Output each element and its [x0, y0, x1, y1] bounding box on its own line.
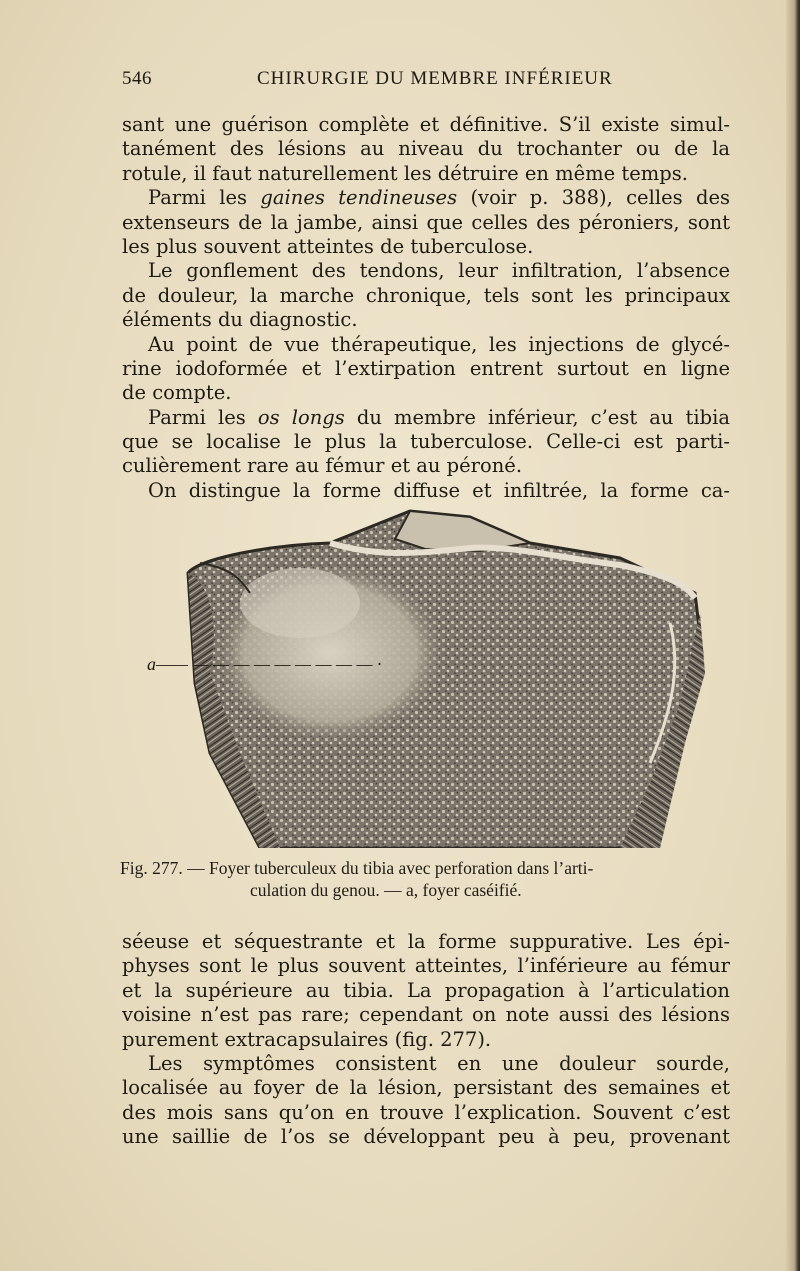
text-line: séeuse et séquestrante et la forme suppurative. Les épi- — [122, 930, 730, 953]
text-line: culièrement rare au fémur et au péroné. — [122, 454, 523, 478]
text-line: sant une guérison complète et définitive. S’il existe simul- — [122, 113, 730, 136]
text-line: Parmi les os longs du membre inférieur, c’est au tibia — [148, 405, 730, 429]
text-line: rine iodoformée et l’extirpation entrent surtout en ligne — [122, 356, 730, 380]
caption-line: Fig. 277. — Foyer tuberculeux du tibia avec perforation dans l’arti- — [120, 858, 594, 878]
running-title: CHIRURGIE DU MEMBRE INFÉRIEUR — [257, 68, 613, 89]
text-line: physes sont le plus souvent atteintes, l’inférieure au fémur — [122, 954, 730, 978]
tibia-illustration — [180, 503, 710, 848]
text-line: purement extracapsulaires (fig. 277). — [122, 1027, 492, 1051]
text-line: On distingue la forme diffuse et infiltrée, la forme ca- — [148, 478, 730, 502]
text-line: que se localise le plus la tuberculose. Celle-ci est parti- — [122, 430, 730, 454]
text-line: tanément des lésions au niveau du trochanter ou de la — [122, 137, 730, 161]
text-line: et la supérieure au tibia. La propagation à l’articulation — [122, 978, 730, 1002]
text-line: Le gonflement des tendons, leur infiltration, l’absence — [148, 259, 730, 283]
text-line: de compte. — [122, 381, 232, 405]
text-line: extenseurs de la jambe, ainsi que celles des péroniers, sont — [122, 210, 730, 234]
body-text-bottom — [122, 930, 730, 1150]
figure-label-a: a—— — — — — — — — — — · — [147, 654, 382, 674]
text-line: Les symptômes consistent en une douleur sourde, — [148, 1051, 730, 1075]
text-line: des mois sans qu’on en trouve l’explication. Souvent c’est — [122, 1100, 730, 1124]
text-line: Parmi les gaines tendineuses (voir p. 388), celles des — [148, 186, 730, 210]
text-line: une saillie de l’os se développant peu à peu, provenant — [122, 1125, 730, 1149]
text-line: localisée au foyer de la lésion, persistant des semaines et — [122, 1076, 730, 1100]
text-line: rotule, il faut naturellement les détruire en même temps. — [122, 161, 688, 185]
text-line: éléments du diagnostic. — [122, 308, 358, 332]
text-line: voisine n’est pas rare; cependant on note aussi des lésions — [122, 1003, 730, 1027]
figure-caption — [120, 857, 732, 901]
text-line: de douleur, la marche chronique, tels sont les principaux — [122, 283, 730, 307]
page-edge — [786, 0, 800, 1271]
text-line: Au point de vue thérapeutique, les injections de glycé- — [148, 332, 730, 356]
body-text-top — [122, 113, 730, 503]
caption-line: culation du genou. — a, foyer caséifié. — [250, 880, 522, 900]
italic-term: gaines tendineuses — [260, 186, 458, 210]
text-line: les plus souvent atteintes de tuberculose. — [122, 234, 534, 258]
page-number: 546 — [122, 68, 152, 89]
italic-term: os longs — [257, 405, 345, 429]
running-header — [122, 68, 732, 92]
